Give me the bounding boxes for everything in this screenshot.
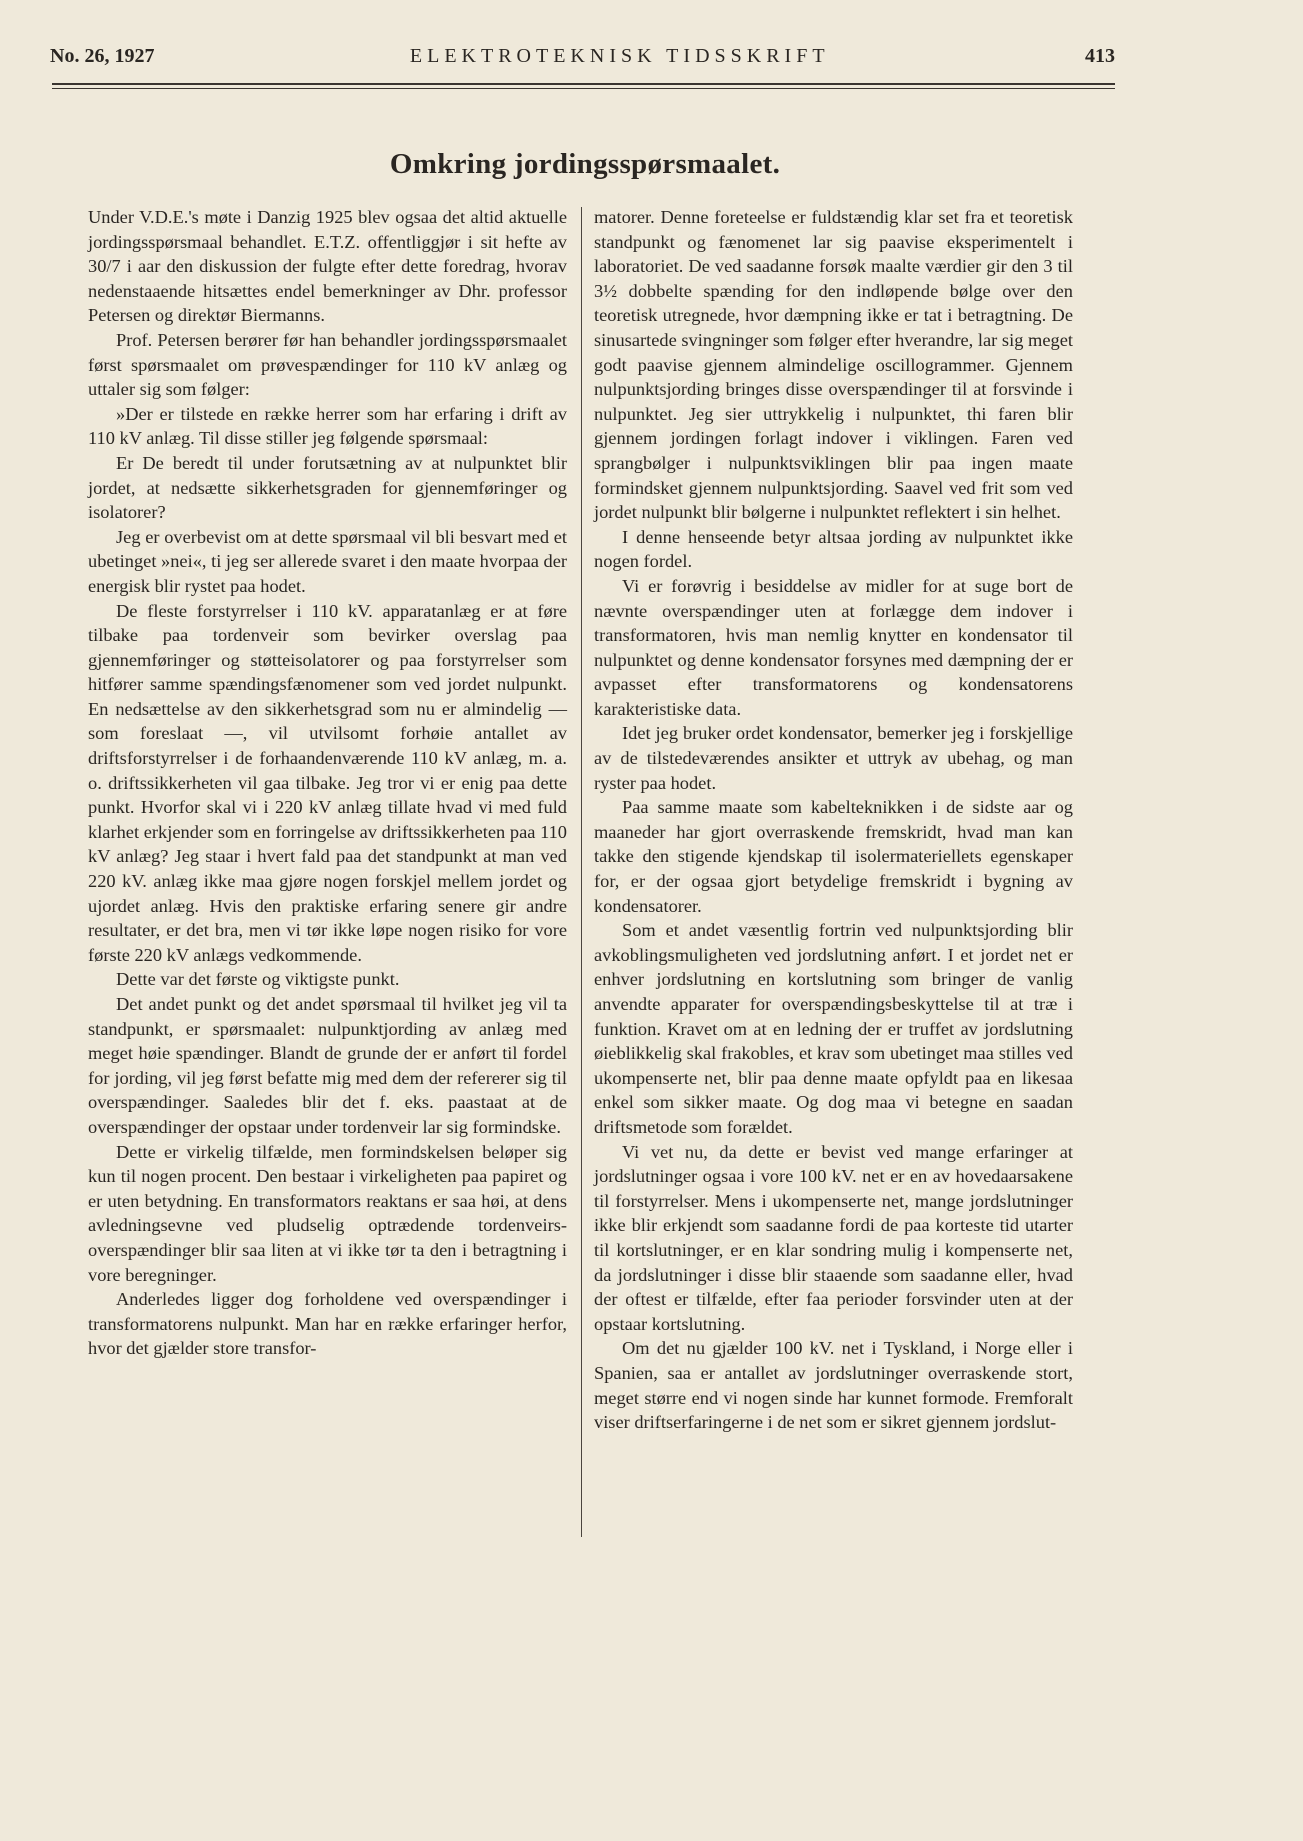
paragraph: »Der er tilstede en række herrer som har erfaring i drift av 110 kV anlæg. Til disse stiller jeg følgende spørsmaal: [88,403,567,449]
paragraph: matorer. Denne foreteelse er fuldstændig klar set fra et teoretisk standpunkt og fænomenet lar sig paavise eksperimentelt i laboratoriet. De ved saadanne forsøk maalte værdier gir den 3 til 3½ dobbelte spænding for den indløpende bølge over den teoretisk utregnede, hvor dæmpning ikke er tat i betragtning. De sinusartede svingninger som følger efter hverandre, lar sig meget godt paavise gjennem almindelige oscillogrammer. Gjennem nulpunktsjording bringes disse overspændinger til at forsvinde i nulpunktet. Jeg sier uttrykkelig i nulpunktet, thi faren blir gjennem jordingen forlagt indover i viklingen. Faren ved sprangbølger i nulpunktsviklingen blir paa ingen maate formindsket gjennem nulpunktsjording. Saavel ved frit som ved jordet nulpunkt blir bølgerne i nulpunktet reflektert i sin helhet. [594,207,1073,523]
paragraph: Anderledes ligger dog forholdene ved overspændinger i transformatorens nulpunkt. Man har en række erfaringer herfor, hvor det gjælder store transfor- [88,1289,567,1359]
paragraph: Vi er forøvrig i besiddelse av midler for at suge bort de nævnte overspændinger uten at forlægge dem indover i transformatoren, hvis man nemlig knytter en kondensator til nulpunktet og denne kondensator forsynes med dæmpning der er avpasset efter transformatorens og kondensatorens karakteristiske data. [594,575,1073,719]
right-column [594,205,1073,1435]
issue-number: No. 26, 1927 [50,44,155,67]
paragraph: Idet jeg bruker ordet kondensator, bemerker jeg i forskjellige av de tilstedeværendes ansikter et uttryk av ubehag, og man ryster paa hodet. [594,723,1073,793]
paragraph: Vi vet nu, da dette er bevist ved mange erfaringer at jordslutninger ogsaa i vore 100 kV. net er en av hovedaarsakene til forstyrrelser. Mens i ukompenserte net, mange jordslutninger ikke blir erkjendt som saadanne fordi de paa korteste tid utarter til kortslutninger, er en klar sondring mulig i kompenserte net, da jordslutninger i disse blir staaende som saadanne eller, hvad der oftest er tilfælde, efter faa perioder forsvinder uten at der opstaar kortslutning. [594,1141,1073,1334]
header-rule-top [52,83,1115,85]
column-divider [581,207,582,1537]
paragraph: Det andet punkt og det andet spørsmaal til hvilket jeg vil ta standpunkt, er spørsmaalet: nulpunktjording av anlæg med meget høie spændinger. Blandt de grunde der er anført til fordel for jording, vil jeg først befatte mig med dem der refererer sig til overspændinger. Saaledes blir det f. eks. paastaat at de overspændinger der opstaar under tordenveir lar sig formindske. [88,994,567,1137]
page-header [50,42,1115,70]
article-title: Omkring jordingsspørsmaalet. [389,148,781,180]
paragraph: Jeg er overbevist om at dette spørsmaal vil bli besvart med et ubetinget »nei«, ti jeg ser allerede svaret i den maate hvorpaa der energisk blir rystet paa hodet. [88,526,567,596]
paragraph: Prof. Petersen berører før han behandler jordingsspørsmaalet først spørsmaalet om prøvespændinger for 110 kV anlæg og uttaler sig som følger: [88,329,567,400]
paragraph: Om det nu gjælder 100 kV. net i Tyskland, i Norge eller i Spanien, saa er antallet av jordslutninger overraskende stort, meget større end vi nogen sinde har kunnet formode. Fremforalt viser driftserfaringerne i de net som er sikret gjennem jordslut- [594,1338,1073,1433]
paragraph: Som et andet væsentlig fortrin ved nulpunktsjording blir avkoblingsmuligheten ved jordslutning anført. I et jordet net er enhver jordslutning en kortslutning som bringer de vanlig anvendte apparater for overspændingsbeskyttelse til at træ i funktion. Kravet om at en ledning der er truffet av jordslutning øieblikkelig skal frakobles, et krav som ubetinget maa stilles ved ukompenserte net, blir paa denne maate opfyldt paa en likesaa enkel som sikker maate. Og dog maa vi betegne en saadan driftsmetode som forældet. [594,920,1073,1137]
paragraph: Dette er virkelig tilfælde, men formindskelsen beløper sig kun til nogen procent. Den bestaar i virkeligheten paa papiret og er uten betydning. En transformators reaktans er saa høi, at dens avledningsevne ved pludselig optrædende tordenveirs-overspændinger blir saa liten at vi ikke tør ta den i betragtning i vore beregninger. [88,1141,567,1285]
page-number: 413 [1085,44,1115,67]
paragraph: Paa samme maate som kabelteknikken i de sidste aar og maaneder har gjort overraskende fremskridt, hvad man kan takke den stigende kjendskap til isolermateriellets egenskaper for, er der ogsaa gjort betydelige fremskridt i bygning av kondensatorer. [594,797,1073,916]
journal-title: ELEKTROTEKNISK TIDSSKRIFT [409,44,830,67]
paragraph: Dette var det første og viktigste punkt. [116,969,400,990]
paragraph: I denne henseende betyr altsaa jording av nulpunktet ikke nogen fordel. [594,526,1073,572]
header-rule-bottom [52,88,1115,89]
paragraph: De fleste forstyrrelser i 110 kV. apparatanlæg er at føre tilbake paa tordenveir som bevirker overslag paa gjennemføringer og støtteisolatorer og paa forstyrrelser som hitfører samme spændingsfænomener som ved jordet nulpunkt. En nedsættelse av den sikkerhetsgrad som nu er almindelig — som foreslaat —, vil utvilsomt forhøie antallet av driftsforstyrrelser i de forhaandenværende 110 kV anlæg, m. a. o. driftssikkerheten vil gaa tilbake. Jeg tror vi er enig paa dette punkt. Hvorfor skal vi i 220 kV anlæg tillate hvad vi med fuld klarhet erkjender som en forringelse av driftssikkerheten paa 110 kV anlæg? Jeg staar i hvert fald paa det standpunkt at man ved 220 kV. anlæg ikke maa gjøre nogen forskjel mellem jordet og ujordet anlæg. Hvis den praktiske erfaring senere gir andre resultater, er det bra, men vi tør ikke løpe nogen risiko for vore første 220 kV anlægs vedkommende. [88,600,567,965]
paragraph: Er De beredt til under forutsætning av at nulpunktet blir jordet, at nedsætte sikkerhetsgraden for gjennemføringer og isolatorer? [88,452,567,523]
paragraph: Under V.D.E.'s møte i Danzig 1925 blev ogsaa det altid aktuelle jordingsspørsmaal behandlet. E.T.Z. offentliggjør i sit hefte av 30/7 i aar den diskussion der fulgte efter dette foredrag, hvorav nedenstaaende hitsættes endel bemerkninger av Dhr. professor Petersen og direktør Biermanns. [88,207,567,326]
left-column [88,205,567,1361]
